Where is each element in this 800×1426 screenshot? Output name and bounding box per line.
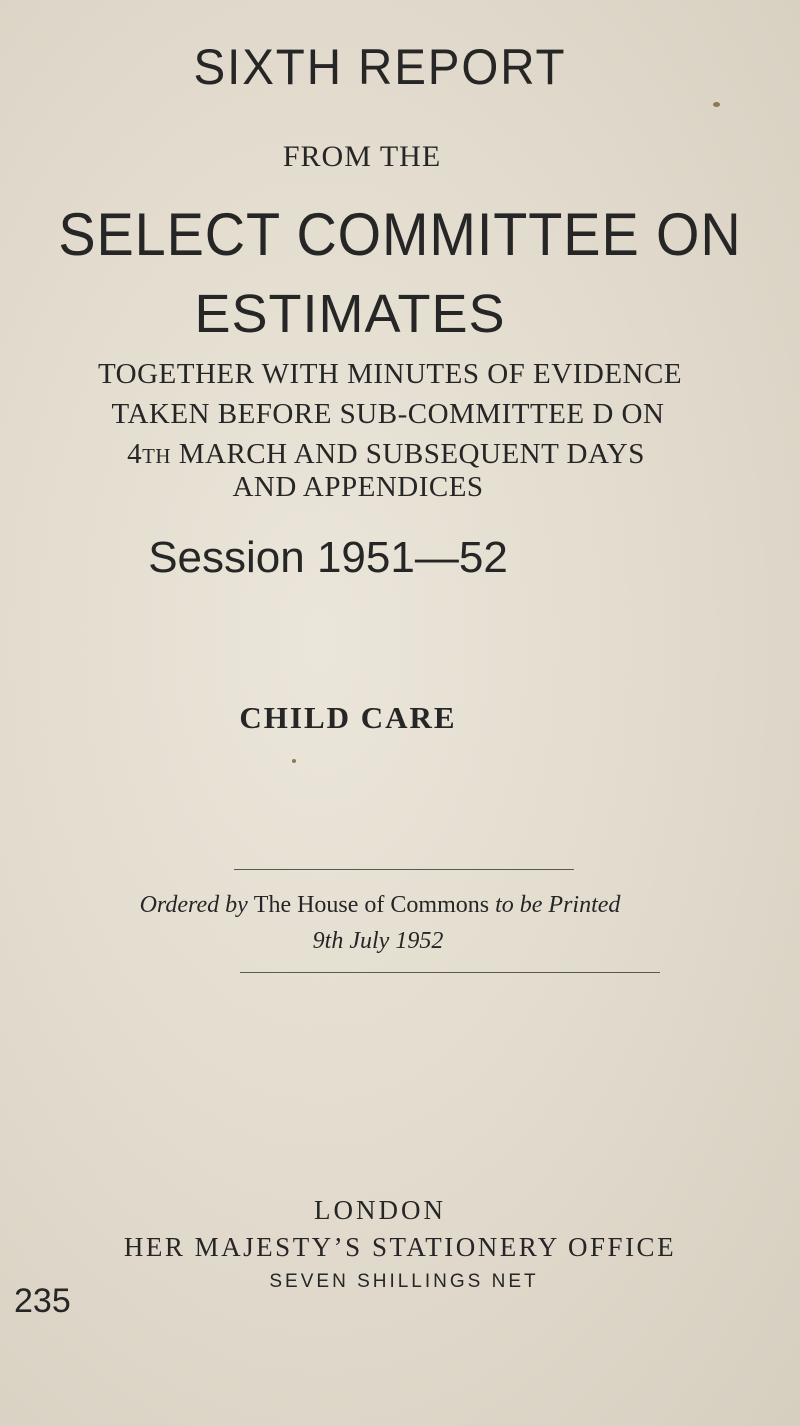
printing-order	[0, 892, 780, 919]
report-topic: CHILD CARE	[239, 700, 457, 735]
publisher-city: LONDON	[314, 1195, 446, 1225]
report-title: SIXTH REPORT	[193, 39, 567, 95]
ordered-prefix: Ordered by	[139, 892, 248, 918]
subtitle-line-1: TOGETHER WITH MINUTES OF EVIDENCE	[97, 358, 683, 390]
divider-bottom	[240, 972, 660, 973]
report-from: FROM THE	[282, 140, 442, 173]
committee-name: SELECT COMMITTEE ON	[58, 201, 742, 268]
price-label: SEVEN SHILLINGS NET	[269, 1271, 539, 1292]
order-date: 9th July 1952	[312, 928, 444, 954]
page-code: 235	[14, 1282, 71, 1320]
paper-speck	[292, 759, 296, 763]
ordered-suffix: to be Printed	[495, 892, 621, 918]
house-name: The House of Commons	[253, 892, 490, 918]
estimates-heading: ESTIMATES	[194, 284, 506, 344]
subtitle-line-2: TAKEN BEFORE SUB-COMMITTEE D ON	[111, 398, 665, 430]
publisher-name: HER MAJESTY’S STATIONERY OFFICE	[123, 1232, 677, 1262]
paper-speck	[713, 102, 720, 107]
subtitle-line-3: 4TH MARCH AND SUBSEQUENT DAYS	[127, 438, 645, 470]
session-label: Session 1951—52	[148, 533, 508, 582]
divider-top	[234, 869, 574, 870]
subtitle-line-4: AND APPENDICES	[232, 471, 484, 503]
